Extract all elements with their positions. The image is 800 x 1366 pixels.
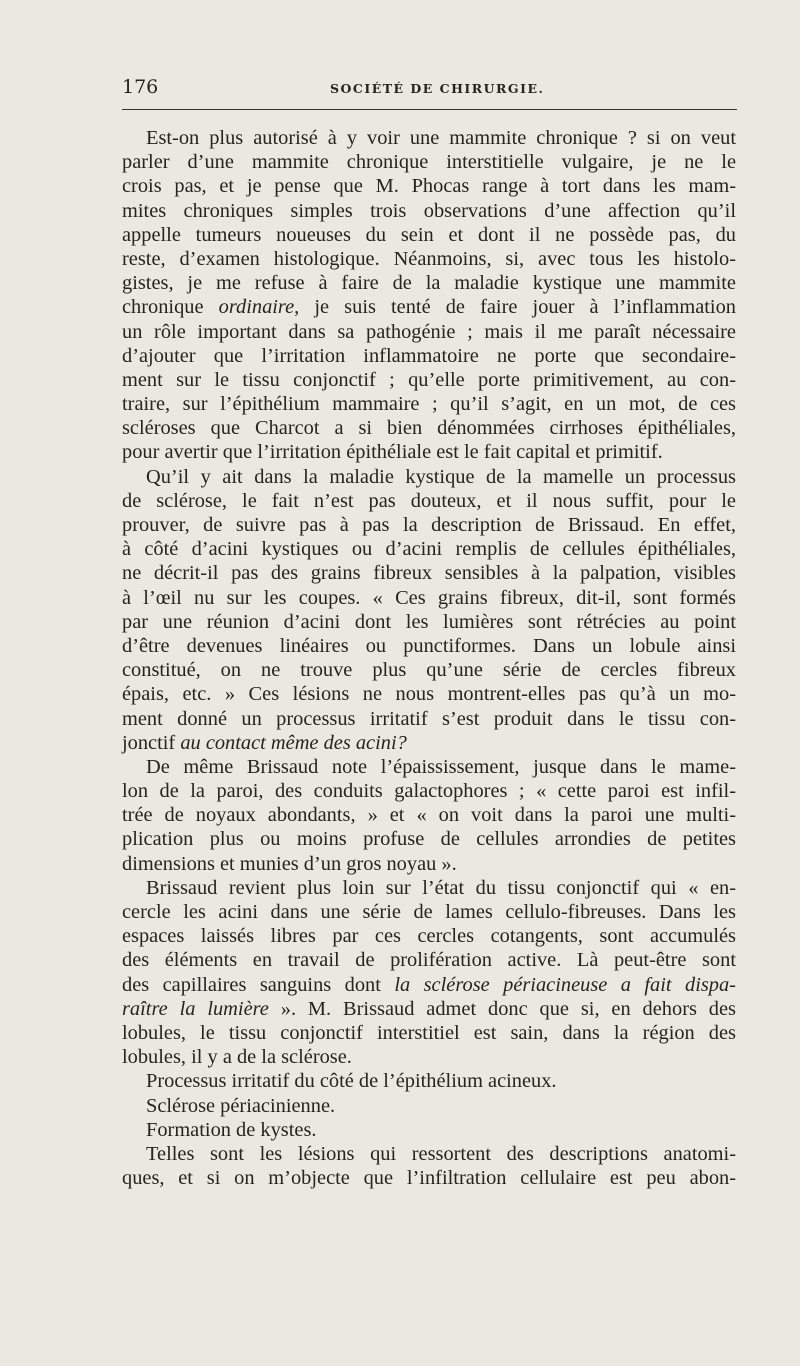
- text-line: d’être devenues linéaires ou punctiformes. Dans un lobule ainsi: [122, 634, 736, 657]
- header-rule: [122, 109, 737, 110]
- text-line: par une réunion d’acini dont les lumières sont rétrécies au point: [122, 610, 736, 633]
- body-text: [122, 126, 736, 1190]
- text-line: de sclérose, le fait n’est pas douteux, et il nous suffit, pour le: [122, 489, 736, 512]
- text-line: reste, d’examen histologique. Néanmoins, si, avec tous les histolo-: [122, 247, 736, 270]
- text-line: plication plus ou moins profuse de cellules arrondies de petites: [122, 828, 736, 851]
- text-line: trée de noyaux abondants, » et « on voit dans la paroi une multi-: [122, 804, 736, 827]
- text-line: un rôle important dans sa pathogénie ; mais il me paraît nécessaire: [122, 320, 736, 343]
- text-line: lobules, le tissu conjonctif interstitiel est sain, dans la région des: [122, 1021, 736, 1044]
- text-line: parler d’une mammite chronique interstitielle vulgaire, je ne le: [122, 151, 736, 174]
- text-line: ne décrit-il pas des grains fibreux sensibles à la palpation, visibles: [122, 562, 736, 585]
- running-title: SOCIÉTÉ DE CHIRURGIE.: [330, 81, 545, 96]
- text-line: des éléments en travail de prolifération active. Là peut-être sont: [122, 949, 736, 972]
- text-line: Processus irritatif du côté de l’épithélium acineux.: [146, 1070, 557, 1093]
- text-line: lobules, il y a de la sclérose.: [122, 1046, 352, 1069]
- text-line: Est-on plus autorisé à y voir une mammite chronique ? si on veut: [146, 127, 736, 149]
- text-line: épais, etc. » Ces lésions ne nous montrent-elles pas qu’à un mo-: [122, 683, 736, 706]
- text-line: cercle les acini dans une série de lames cellulo-fibreuses. Dans les: [122, 901, 736, 923]
- page-number: 176: [122, 76, 159, 98]
- italic-term: au contact même des acini: [180, 731, 397, 754]
- text-line: prouver, de suivre pas à pas la description de Brissaud. En effet,: [122, 514, 736, 536]
- text-line: ment sur le tissu conjonctif ; qu’elle porte primitivement, au con-: [122, 368, 736, 391]
- italic-term: ordinaire: [218, 296, 295, 319]
- text-line: à l’œil nu sur les coupes. « Ces grains fibreux, dit-il, sont formés: [122, 586, 736, 609]
- text-line: ment donné un processus irritatif s’est produit dans le tissu con-: [122, 707, 736, 730]
- text-line: Sclérose périacinienne.: [146, 1094, 336, 1117]
- text-line: gistes, je me refuse à faire de la maladie kystique une mammite: [122, 272, 736, 295]
- italic-quote: raître la lumière: [122, 997, 269, 1020]
- text-line: ques, et si on m’objecte que l’infiltration cellulaire est peu abon-: [122, 1167, 736, 1190]
- text-line: chronique ordinaire, je suis tenté de faire jouer à l’inflammation: [122, 296, 736, 319]
- text-line: traire, sur l’épithélium mammaire ; qu’il s’agit, en un mot, de ces: [122, 393, 736, 416]
- text-line: constitué, on ne trouve plus qu’une série de cercles fibreux: [122, 659, 736, 682]
- text-line: pour avertir que l’irritation épithéliale est le fait capital et primitif.: [122, 441, 663, 464]
- page-header: [122, 76, 737, 100]
- text-line: lon de la paroi, des conduits galactophores ; « cette paroi est infil-: [122, 780, 736, 803]
- text-line: mites chroniques simples trois observations d’une affection qu’il: [122, 199, 736, 222]
- text-line: Qu’il y ait dans la maladie kystique de la mamelle un processus: [146, 465, 736, 488]
- text-line: appelle tumeurs noueuses du sein et dont il ne possède pas, du: [122, 223, 736, 246]
- text-line: De même Brissaud note l’épaississement, jusque dans le mame-: [146, 755, 736, 778]
- text-line: raître la lumière ». M. Brissaud admet donc que si, en dehors des: [122, 997, 736, 1020]
- text-line: Telles sont les lésions qui ressortent des descriptions anatomi-: [146, 1142, 736, 1165]
- text-line: d’ajouter que l’irritation inflammatoire ne porte que secondaire-: [122, 344, 736, 367]
- text-line: jonctif au contact même des acini?: [122, 731, 407, 754]
- text-line: des capillaires sanguins dont la sclérose périacineuse a fait dispa-: [122, 973, 736, 996]
- text-line: dimensions et munies d’un gros noyau ».: [122, 852, 457, 875]
- text-line: Formation de kystes.: [146, 1118, 317, 1141]
- text-line: Brissaud revient plus loin sur l’état du tissu conjonctif qui « en-: [146, 876, 736, 899]
- text-line: à côté d’acini kystiques ou d’acini remplis de cellules épithéliales,: [122, 538, 736, 561]
- italic-quote: la sclérose périacineuse a fait dispa-: [394, 973, 736, 996]
- text-line: scléroses que Charcot a si bien dénommées cirrhoses épithéliales,: [122, 417, 736, 440]
- text-line: espaces laissés libres par ces cercles cotangents, sont accumulés: [122, 925, 736, 948]
- text-line: crois pas, et je pense que M. Phocas range à tort dans les mam-: [122, 175, 736, 198]
